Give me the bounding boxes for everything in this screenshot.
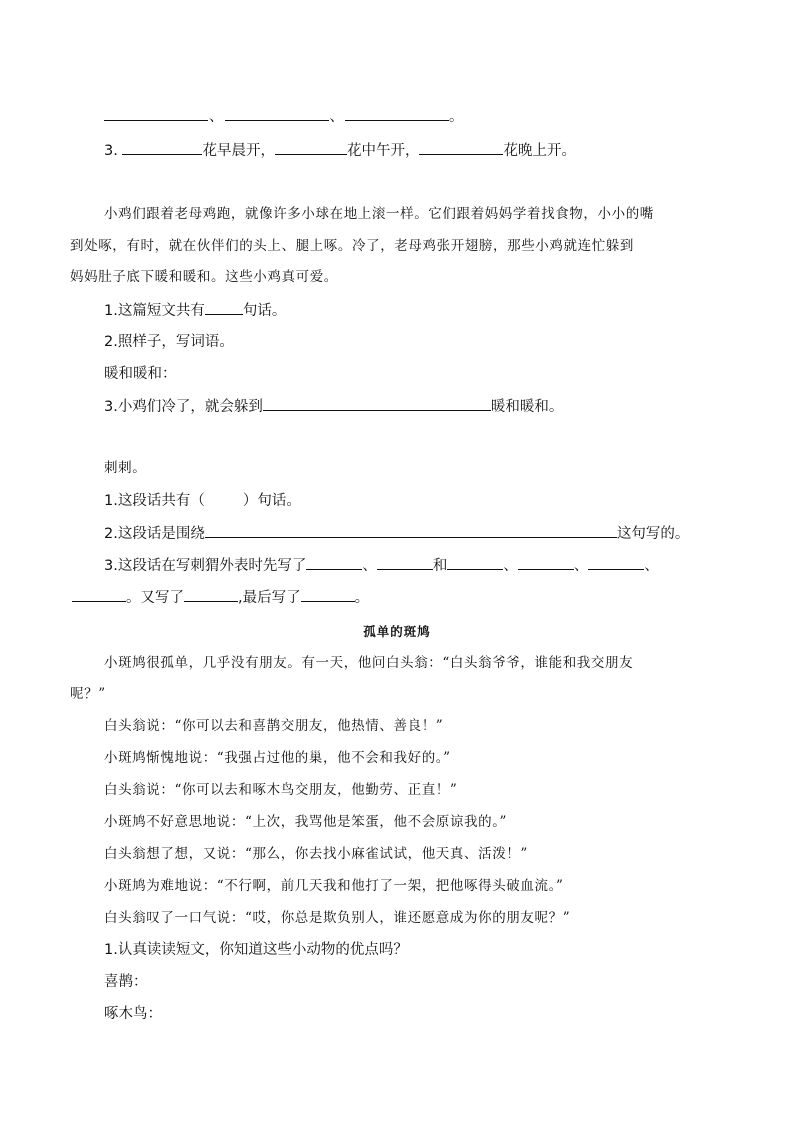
- answer-blank[interactable]: [263, 396, 491, 411]
- answer-blank[interactable]: [419, 140, 503, 155]
- answer-blank[interactable]: [306, 555, 362, 570]
- passage-title: 孤单的斑鸠: [363, 624, 431, 639]
- answer-blank[interactable]: [447, 555, 503, 570]
- question-hide-where: 3.小鸡们冷了，就会躲到 暖和暖和。: [104, 396, 563, 417]
- answer-blank[interactable]: [205, 523, 617, 538]
- answer-blank[interactable]: [518, 555, 574, 570]
- answer-label-woodpecker: 啄木鸟：: [104, 1006, 162, 1022]
- answer-blank[interactable]: [184, 587, 238, 602]
- question-topic-sentence: 2.这段话是围绕 这句写的。: [104, 523, 689, 544]
- example-word: 暖和暖和：: [104, 366, 177, 382]
- answer-blank[interactable]: [225, 106, 329, 121]
- dialogue-line-2: 小斑鸠惭愧地说：“我强占过他的巢，他不会和我好的。”: [104, 750, 451, 766]
- answer-blank[interactable]: [122, 140, 202, 155]
- answer-blank[interactable]: [345, 106, 449, 121]
- passage-chicks-line-3: 妈妈肚子底下暖和暖和。这些小鸡真可爱。: [70, 269, 338, 285]
- dialogue-line-6: 小斑鸠为难地说：“不行啊，前几天我和他打了一架，把他啄得头破血流。”: [104, 878, 564, 894]
- answer-blank[interactable]: [301, 587, 355, 602]
- question-sentence-count-2: 1.这段话共有（ ）句话。: [104, 493, 301, 509]
- passage-chicks-line-1: 小鸡们跟着老母鸡跑，就像许多小球在地上滚一样。它们跟着妈妈学着找食物，小小的嘴: [104, 206, 654, 222]
- question-hedgehog-appearance: 3.这段话在写刺猬外表时先写了 、 和 、 、 、: [104, 555, 659, 576]
- answer-blank[interactable]: [72, 587, 126, 602]
- answer-label-magpie: 喜鹊：: [104, 974, 148, 990]
- question-hedgehog-appearance-cont: 。又写了 ,最后写了 。: [72, 587, 369, 608]
- answer-blank[interactable]: [588, 555, 644, 570]
- passage-hedgehog-tail: 刺刺。: [104, 460, 147, 476]
- passage-dove-line-2: 呢？”: [70, 686, 106, 702]
- dialogue-line-3: 白头翁说：“你可以去和啄木鸟交朋友，他勤劳、正直！”: [104, 782, 458, 798]
- question-word-pattern: 2.照样子，写词语。: [104, 334, 234, 350]
- blank-row-1: 、 、 。: [104, 106, 464, 127]
- answer-blank[interactable]: [377, 555, 433, 570]
- question-flower-times: 3. 花早晨开， 花中午开， 花晚上开。: [104, 140, 576, 161]
- question-sentence-count: 1.这篇短文共有 句话。: [104, 300, 286, 321]
- dialogue-line-1: 白头翁说：“你可以去和喜鹊交朋友，他热情、善良！”: [104, 718, 444, 734]
- passage-dove-line-1: 小斑鸠很孤单，几乎没有朋友。有一天，他问白头翁：“白头翁爷爷，谁能和我交朋友: [104, 655, 634, 671]
- answer-blank[interactable]: [205, 300, 243, 315]
- answer-blank[interactable]: [104, 106, 208, 121]
- question-animal-merits: 1.认真读读短文，你知道这些小动物的优点吗？: [104, 942, 408, 958]
- dialogue-line-5: 白头翁想了想，又说：“那么，你去找小麻雀试试，他天真、活泼！”: [104, 846, 528, 862]
- dialogue-line-7: 白头翁叹了一口气说：“哎，你总是欺负别人，谁还愿意成为你的朋友呢？”: [104, 910, 571, 926]
- answer-blank[interactable]: [275, 140, 347, 155]
- dialogue-line-4: 小斑鸠不好意思地说：“上次，我骂他是笨蛋，他不会原谅我的。”: [104, 814, 508, 830]
- passage-chicks-line-2: 到处啄，有时，就在伙伴们的头上、腿上啄。冷了，老母鸡张开翅膀，那些小鸡就连忙躲到: [70, 238, 634, 254]
